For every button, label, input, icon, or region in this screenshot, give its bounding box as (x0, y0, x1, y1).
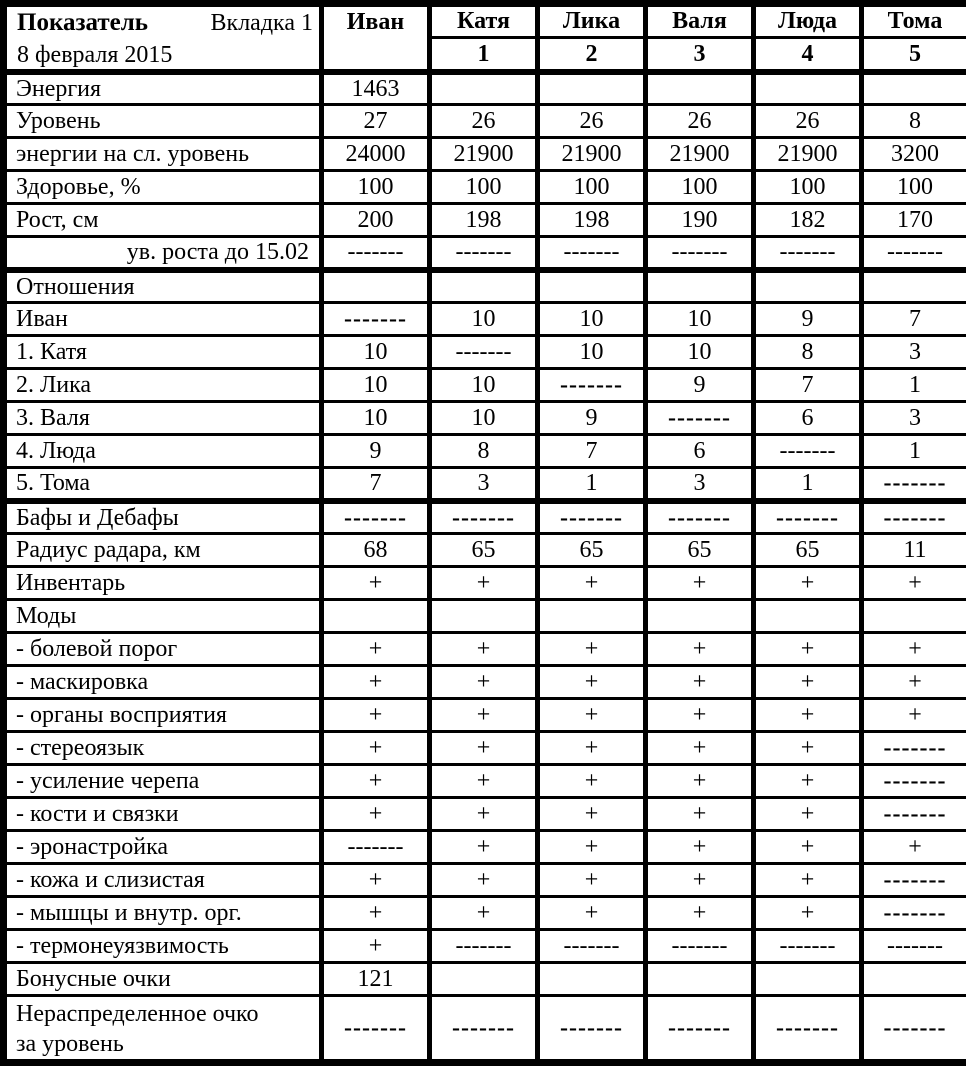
col-header-ivan: Иван (322, 4, 430, 72)
cell: 26 (538, 105, 646, 138)
table-row (4, 204, 966, 237)
cell: ------- (754, 930, 862, 963)
cell: + (538, 732, 646, 765)
cell: ------- (754, 435, 862, 468)
table-row (4, 270, 966, 303)
cell: ------- (862, 930, 966, 963)
cell: 10 (430, 402, 538, 435)
cell: 9 (646, 369, 754, 402)
cell: 8 (430, 435, 538, 468)
cell: ------- (538, 501, 646, 534)
cell: ------- (754, 996, 862, 1063)
cell: + (322, 798, 430, 831)
cell: 21900 (646, 138, 754, 171)
cell: + (322, 567, 430, 600)
cell (754, 600, 862, 633)
row-label: Энергия (4, 72, 322, 105)
table-row (4, 336, 966, 369)
cell: + (538, 798, 646, 831)
cell: + (754, 732, 862, 765)
cell: + (538, 567, 646, 600)
row-label: Бонусные очки (4, 963, 322, 996)
cell: + (646, 864, 754, 897)
cell: 7 (538, 435, 646, 468)
cell: 10 (322, 369, 430, 402)
row-label: Иван (4, 303, 322, 336)
table-row (4, 699, 966, 732)
row-label: - болевой порог (4, 633, 322, 666)
table-row (4, 567, 966, 600)
cell: 9 (538, 402, 646, 435)
cell: + (862, 699, 966, 732)
cell (430, 72, 538, 105)
cell: 9 (322, 435, 430, 468)
table-row (4, 996, 966, 1063)
cell: + (646, 633, 754, 666)
cell: + (646, 798, 754, 831)
corner-cell (4, 4, 322, 72)
cell: ------- (322, 237, 430, 270)
cell: 1 (862, 435, 966, 468)
cell (430, 600, 538, 633)
cell: 6 (754, 402, 862, 435)
cell: ------- (322, 831, 430, 864)
cell: 3200 (862, 138, 966, 171)
cell: + (430, 567, 538, 600)
table-row (4, 105, 966, 138)
cell (538, 963, 646, 996)
cell: 190 (646, 204, 754, 237)
cell: 3 (430, 468, 538, 501)
tab-label: Вкладка 1 (210, 10, 313, 36)
cell: 170 (862, 204, 966, 237)
table-row (4, 666, 966, 699)
row-label: Рост, см (4, 204, 322, 237)
cell: 65 (430, 534, 538, 567)
table-row (4, 171, 966, 204)
cell: 7 (862, 303, 966, 336)
cell: ------- (430, 237, 538, 270)
table-title: Показатель (17, 9, 148, 36)
cell: 65 (538, 534, 646, 567)
cell: 10 (430, 369, 538, 402)
cell: + (322, 666, 430, 699)
cell: + (862, 831, 966, 864)
cell: + (322, 732, 430, 765)
cell: ------- (862, 468, 966, 501)
table-row (4, 732, 966, 765)
cell: + (430, 699, 538, 732)
cell: 10 (646, 336, 754, 369)
cell (322, 600, 430, 633)
cell (862, 600, 966, 633)
cell: + (754, 567, 862, 600)
cell: + (754, 699, 862, 732)
cell: + (430, 798, 538, 831)
cell: 100 (322, 171, 430, 204)
cell: 100 (862, 171, 966, 204)
table-row (4, 303, 966, 336)
table-row (4, 237, 966, 270)
row-label: Инвентарь (4, 567, 322, 600)
cell: + (430, 897, 538, 930)
row-label: Бафы и Дебафы (4, 501, 322, 534)
cell: + (538, 831, 646, 864)
cell: 8 (862, 105, 966, 138)
cell: + (754, 633, 862, 666)
row-label: 5. Тома (4, 468, 322, 501)
cell: ------- (322, 303, 430, 336)
cell: ------- (862, 798, 966, 831)
table-row (4, 897, 966, 930)
cell: 10 (538, 336, 646, 369)
cell: + (754, 765, 862, 798)
cell: + (322, 765, 430, 798)
cell (862, 270, 966, 303)
cell: + (322, 930, 430, 963)
cell: 10 (538, 303, 646, 336)
cell: ------- (862, 996, 966, 1063)
cell (646, 270, 754, 303)
cell: 198 (430, 204, 538, 237)
cell: 26 (754, 105, 862, 138)
row-label: - стереоязык (4, 732, 322, 765)
cell: 1463 (322, 72, 430, 105)
cell: 3 (646, 468, 754, 501)
col-number-toma: 5 (862, 38, 966, 72)
cell: + (646, 732, 754, 765)
cell (862, 72, 966, 105)
cell: ------- (646, 237, 754, 270)
cell: ------- (862, 765, 966, 798)
cell (322, 270, 430, 303)
cell: 21900 (538, 138, 646, 171)
cell: 21900 (754, 138, 862, 171)
cell: + (538, 633, 646, 666)
col-number-valya: 3 (646, 38, 754, 72)
cell: 198 (538, 204, 646, 237)
cell (430, 963, 538, 996)
row-label: энергии на сл. уровень (4, 138, 322, 171)
cell: 26 (646, 105, 754, 138)
cell: 9 (754, 303, 862, 336)
cell: 121 (322, 963, 430, 996)
cell: + (754, 798, 862, 831)
cell: 6 (646, 435, 754, 468)
cell: 7 (322, 468, 430, 501)
cell: 27 (322, 105, 430, 138)
table-row (4, 369, 966, 402)
row-label: Нераспределенное очко за уровень (4, 996, 322, 1063)
cell: + (646, 666, 754, 699)
cell: 100 (538, 171, 646, 204)
cell (538, 270, 646, 303)
cell (538, 600, 646, 633)
cell: ------- (646, 402, 754, 435)
table-row (4, 138, 966, 171)
cell: ------- (430, 930, 538, 963)
col-number-lyuda: 4 (754, 38, 862, 72)
cell: ------- (646, 501, 754, 534)
col-header-toma: Тома (862, 4, 966, 38)
cell (754, 72, 862, 105)
table-date: 8 февраля 2015 (17, 41, 173, 68)
cell: 3 (862, 336, 966, 369)
cell: + (430, 864, 538, 897)
table-row (4, 963, 966, 996)
cell: ------- (430, 336, 538, 369)
cell: 3 (862, 402, 966, 435)
row-label: Моды (4, 600, 322, 633)
cell: ------- (754, 237, 862, 270)
cell: + (754, 864, 862, 897)
cell: 200 (322, 204, 430, 237)
table-row (4, 831, 966, 864)
cell (754, 963, 862, 996)
row-label: ув. роста до 15.02 (4, 237, 322, 270)
col-header-valya: Валя (646, 4, 754, 38)
table-row (4, 72, 966, 105)
cell: + (646, 699, 754, 732)
cell: + (322, 699, 430, 732)
cell: 1 (538, 468, 646, 501)
row-label: 3. Валя (4, 402, 322, 435)
cell: ------- (862, 732, 966, 765)
col-header-katya: Катя (430, 4, 538, 38)
cell: ------- (862, 237, 966, 270)
row-label: Радиус радара, км (4, 534, 322, 567)
row-label: - кости и связки (4, 798, 322, 831)
row-label: - усиление черепа (4, 765, 322, 798)
cell: 10 (646, 303, 754, 336)
row-label: - мышцы и внутр. орг. (4, 897, 322, 930)
cell: + (322, 633, 430, 666)
cell: ------- (862, 864, 966, 897)
row-label: 2. Лика (4, 369, 322, 402)
col-header-lika: Лика (538, 4, 646, 38)
cell: + (646, 567, 754, 600)
cell: + (862, 666, 966, 699)
cell: 65 (646, 534, 754, 567)
table-row (4, 501, 966, 534)
cell: ------- (862, 501, 966, 534)
cell: + (646, 897, 754, 930)
cell: 100 (754, 171, 862, 204)
cell: + (754, 897, 862, 930)
corner-line1 (17, 9, 313, 37)
cell: ------- (538, 369, 646, 402)
cell: 65 (754, 534, 862, 567)
cell: 21900 (430, 138, 538, 171)
cell (646, 72, 754, 105)
row-label: - эронастройка (4, 831, 322, 864)
cell: + (322, 864, 430, 897)
row-label: Уровень (4, 105, 322, 138)
cell: + (754, 831, 862, 864)
table-row (4, 435, 966, 468)
cell: + (430, 831, 538, 864)
cell: 26 (430, 105, 538, 138)
cell: 100 (646, 171, 754, 204)
row-label: Отношения (4, 270, 322, 303)
cell (862, 963, 966, 996)
cell: 8 (754, 336, 862, 369)
cell: ------- (322, 501, 430, 534)
table-row (4, 930, 966, 963)
cell: 182 (754, 204, 862, 237)
cell: ------- (862, 897, 966, 930)
cell: ------- (430, 501, 538, 534)
table-row (4, 534, 966, 567)
row-label: Здоровье, % (4, 171, 322, 204)
cell: + (538, 864, 646, 897)
cell: + (538, 897, 646, 930)
cell: + (862, 567, 966, 600)
cell: + (862, 633, 966, 666)
cell: + (430, 666, 538, 699)
cell: 10 (430, 303, 538, 336)
cell: ------- (538, 930, 646, 963)
cell: + (430, 732, 538, 765)
cell: ------- (646, 930, 754, 963)
col-header-lyuda: Люда (754, 4, 862, 38)
cell: + (538, 666, 646, 699)
cell: + (430, 765, 538, 798)
cell: 10 (322, 336, 430, 369)
col-number-katya: 1 (430, 38, 538, 72)
cell (754, 270, 862, 303)
cell: 100 (430, 171, 538, 204)
cell: + (646, 765, 754, 798)
cell: ------- (754, 501, 862, 534)
cell (430, 270, 538, 303)
table-row (4, 633, 966, 666)
row-label: - термонеуязвимость (4, 930, 322, 963)
cell: 7 (754, 369, 862, 402)
table-row (4, 402, 966, 435)
cell: 1 (754, 468, 862, 501)
row-label: - маскировка (4, 666, 322, 699)
table-row (4, 864, 966, 897)
table-row (4, 600, 966, 633)
cell: 24000 (322, 138, 430, 171)
row-label: 1. Катя (4, 336, 322, 369)
cell: ------- (430, 996, 538, 1063)
cell: + (754, 666, 862, 699)
row-label-line2: за уровень (16, 1031, 124, 1057)
col-number-lika: 2 (538, 38, 646, 72)
cell: ------- (538, 237, 646, 270)
cell: 1 (862, 369, 966, 402)
cell: 11 (862, 534, 966, 567)
cell: ------- (646, 996, 754, 1063)
cell: + (322, 897, 430, 930)
cell: 10 (322, 402, 430, 435)
row-label: - органы восприятия (4, 699, 322, 732)
cell: 68 (322, 534, 430, 567)
table-row (4, 798, 966, 831)
cell (538, 72, 646, 105)
cell: ------- (322, 996, 430, 1063)
cell: + (430, 633, 538, 666)
header-row-names (4, 4, 966, 38)
cell (646, 600, 754, 633)
row-label: 4. Люда (4, 435, 322, 468)
table-row (4, 765, 966, 798)
cell: + (538, 699, 646, 732)
row-label: - кожа и слизистая (4, 864, 322, 897)
cell: + (538, 765, 646, 798)
cell: ------- (538, 996, 646, 1063)
cell (646, 963, 754, 996)
table-row (4, 468, 966, 501)
cell: + (646, 831, 754, 864)
